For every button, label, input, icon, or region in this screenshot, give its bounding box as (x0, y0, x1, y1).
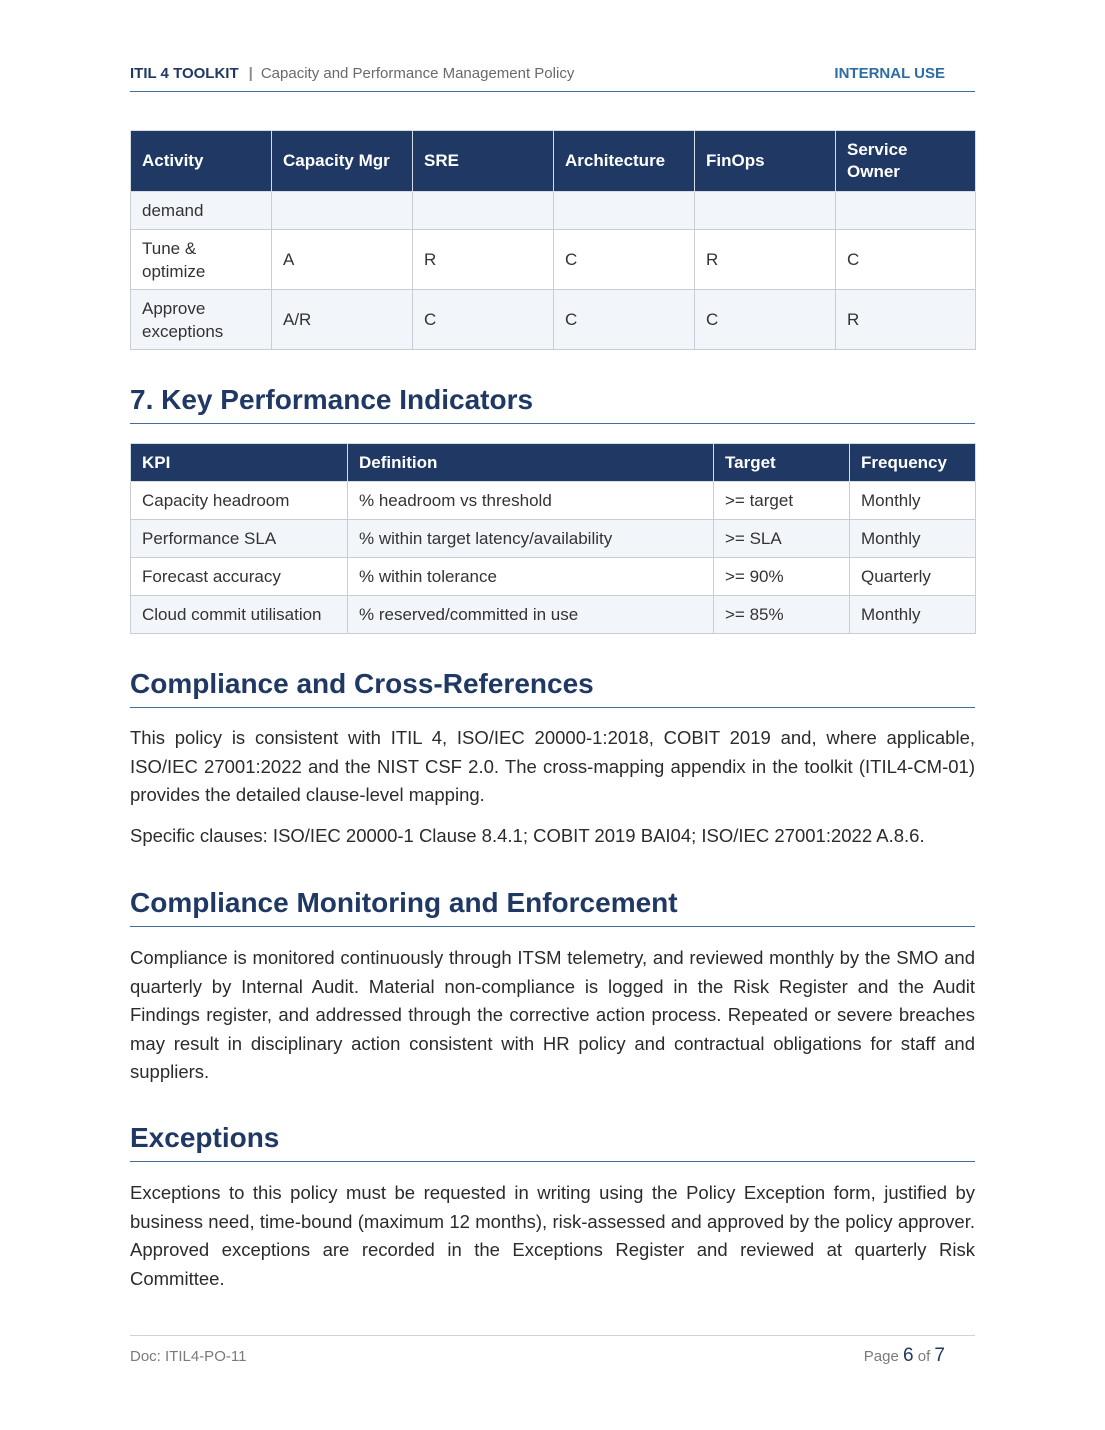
kpi-header-row (131, 444, 976, 482)
table-row (131, 290, 976, 350)
table-cell: C (554, 290, 695, 350)
table-cell: R (695, 230, 836, 290)
raci-col-header: Capacity Mgr (272, 131, 413, 192)
table-cell: Approve exceptions (131, 290, 272, 350)
table-cell (554, 192, 695, 230)
monitoring-paragraph: Compliance is monitored continuously through ITSM telemetry, and reviewed monthly by the SMO and quarterly by Internal Audit. Material non-compliance is logged in the Risk Register and the Audit Findings register, and addressed through the corrective action process. Repeated or severe breaches may result in disciplinary action consistent with HR policy and contractual obligations for staff and suppliers. (130, 947, 975, 1082)
raci-col-header: Activity (131, 131, 272, 192)
table-cell: R (413, 230, 554, 290)
raci-col-header: Service Owner (836, 131, 976, 192)
raci-col-header: Architecture (554, 131, 695, 192)
table-cell: A/R (272, 290, 413, 350)
table-row (131, 482, 976, 520)
table-cell (413, 192, 554, 230)
raci-table (130, 130, 976, 350)
table-cell: >= target (714, 482, 850, 520)
header-separator: | (248, 65, 253, 82)
table-row (131, 192, 976, 230)
table-cell: R (836, 290, 976, 350)
table-cell: Quarterly (850, 558, 976, 596)
exceptions-paragraph: Exceptions to this policy must be requested in writing using the Policy Exception form, justified by business need, time-bound (maximum 12 months), risk-assessed and approved by the policy approver. Approved exceptions are recorded in the Exceptions Register and reviewed at quarterly Risk Committee. (130, 1182, 975, 1289)
table-cell (836, 192, 976, 230)
table-cell: % reserved/committed in use (348, 596, 714, 634)
kpi-table (130, 443, 976, 634)
kpi-col-header: Frequency (850, 444, 976, 482)
table-cell: Monthly (850, 482, 976, 520)
header-classification: INTERNAL USE (834, 65, 945, 82)
kpi-heading: 7. Key Performance Indicators (130, 383, 975, 424)
table-cell: % headroom vs threshold (348, 482, 714, 520)
table-cell: Monthly (850, 520, 976, 558)
exceptions-heading: Exceptions (130, 1121, 975, 1162)
table-cell: % within target latency/availability (348, 520, 714, 558)
table-cell (272, 192, 413, 230)
header-document-name: Capacity and Performance Management Policy (260, 65, 575, 82)
table-cell: Capacity headroom (131, 482, 348, 520)
table-cell: Performance SLA (131, 520, 348, 558)
kpi-col-header: Target (714, 444, 850, 482)
table-cell: C (413, 290, 554, 350)
footer-page-number: Page 6 of 7 (863, 1345, 945, 1366)
header-brand: ITIL 4 TOOLKIT | Capacity and Performance Management Policy (130, 65, 575, 82)
table-row (131, 520, 976, 558)
table-cell: A (272, 230, 413, 290)
raci-col-header: FinOps (695, 131, 836, 192)
compliance-heading: Compliance and Cross-References (130, 667, 975, 708)
raci-col-header: SRE (413, 131, 554, 192)
table-cell: C (836, 230, 976, 290)
raci-header-row (131, 131, 976, 192)
monitoring-heading: Compliance Monitoring and Enforcement (130, 886, 975, 927)
table-cell: C (554, 230, 695, 290)
table-cell: % within tolerance (348, 558, 714, 596)
current-page: 6 (902, 1345, 914, 1366)
table-cell: >= 85% (714, 596, 850, 634)
page-footer (130, 1335, 975, 1366)
table-cell: >= 90% (714, 558, 850, 596)
kpi-col-header: Definition (348, 444, 714, 482)
kpi-col-header: KPI (131, 444, 348, 482)
table-cell (695, 192, 836, 230)
compliance-paragraph: This policy is consistent with ITIL 4, ISO/IEC 20000-1:2018, COBIT 2019 and, where applicable, ISO/IEC 27001:2022 and the NIST CSF 2.0. The cross-mapping appendix in the toolkit (ITIL4-CM-01) provides the detailed clause-level mapping. (130, 727, 975, 805)
page-header (130, 64, 975, 92)
table-cell: Forecast accuracy (131, 558, 348, 596)
compliance-clauses-paragraph: Specific clauses: ISO/IEC 20000-1 Clause 8.4.1; COBIT 2019 BAI04; ISO/IEC 27001:2022 A.8.6. (130, 825, 925, 846)
table-cell: Monthly (850, 596, 976, 634)
table-row (131, 596, 976, 634)
total-pages: 7 (934, 1345, 945, 1366)
table-row (131, 558, 976, 596)
table-row (131, 230, 976, 290)
table-cell: C (695, 290, 836, 350)
table-cell: Cloud commit utilisation (131, 596, 348, 634)
table-cell: demand (131, 192, 272, 230)
table-cell: Tune & optimize (131, 230, 272, 290)
table-cell: >= SLA (714, 520, 850, 558)
footer-doc-id: Doc: ITIL4-PO-11 (130, 1348, 247, 1365)
